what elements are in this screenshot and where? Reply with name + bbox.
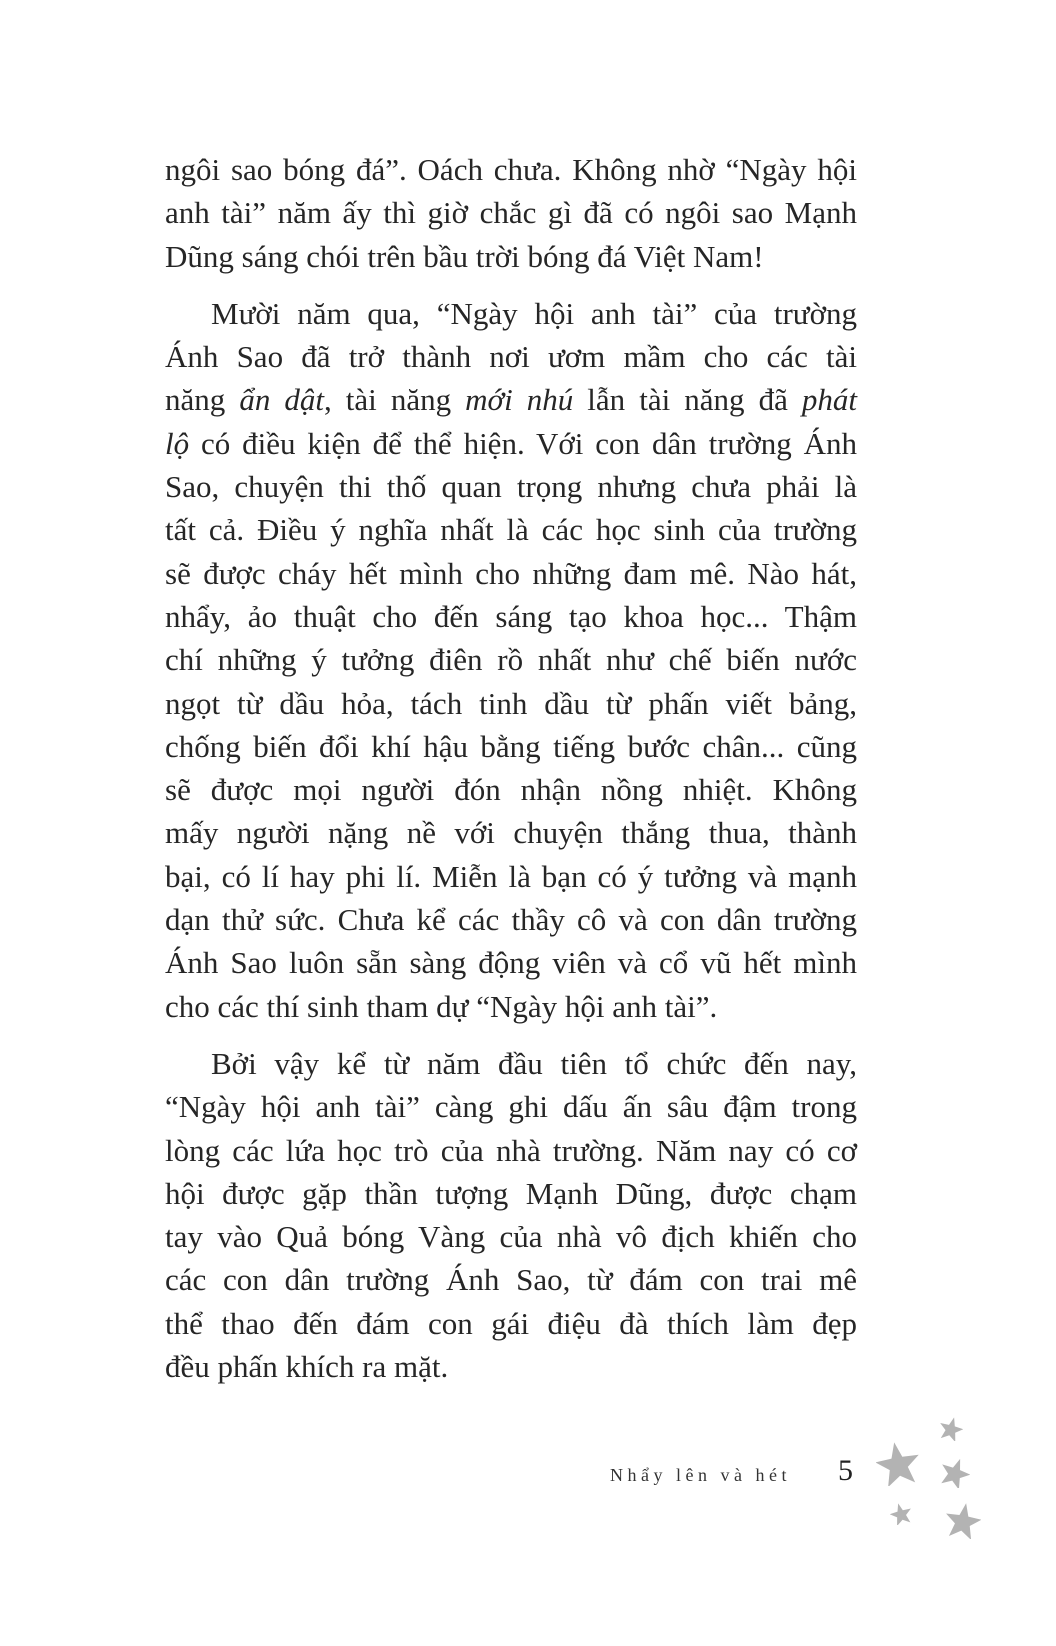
text-line: ngọt từ dầu hỏa, tách tinh dầu từ phấn viết bảng, [165,685,857,721]
text-line: lòng các lứa học trò của nhà trường. Năm nay có cơ [165,1132,857,1168]
text-line: dạn thử sức. Chưa kể các thầy cô và con dân trường [165,902,857,938]
text-line: thể thao đến đám con gái điệu đà thích làm đẹp [165,1305,857,1341]
text-line: sẽ được cháy hết mình cho những đam mê. Nào hát, [165,555,857,591]
text-line: mấy người nặng nề với chuyện thắng thua, thành [165,815,857,851]
text-line: anh tài” năm ấy thì giờ chắc gì đã có ngôi sao Mạnh [165,195,857,231]
text-line-with-italics: lộ có điều kiện để thể hiện. Với con dân trường Ánh [165,425,857,461]
text-line: Mười năm qua, “Ngày hội anh tài” của trường [211,295,857,331]
text-line: ngôi sao bóng đá”. Oách chưa. Không nhờ “Ngày hội [165,152,857,187]
text-line: Sao, chuyện thi thố quan trọng nhưng chưa phải là [165,469,857,505]
text-line: sẽ được mọi người đón nhận nồng nhiệt. Không [165,772,857,808]
text-line: tay vào Quả bóng Vàng của nhà vô địch khiến cho [165,1219,857,1255]
star-icon [945,1503,981,1539]
text-line: các con dân trường Ánh Sao, từ đám con trai mê [165,1262,857,1298]
star-icon [939,1417,963,1441]
paragraph-2 [165,292,857,1028]
star-icon [890,1503,912,1525]
text-line: Bởi vậy kể từ năm đầu tiên tổ chức đến nay, [211,1045,857,1081]
text-line: bại, có lí hay phi lí. Miễn là bạn có ý tưởng và mạnh [165,858,857,894]
italic-text: ẩn dật [239,382,324,418]
star-icon [940,1458,970,1488]
text-line: Dũng sáng chói trên bầu trời bóng đá Việt Nam! [165,238,764,274]
paragraph-1 [165,148,857,278]
text-line: cho các thí sinh tham dự “Ngày hội anh tài”. [165,988,718,1024]
text-line: tất cả. Điều ý nghĩa nhất là các học sinh của trường [165,512,857,548]
page-number: 5 [838,1454,853,1487]
paragraph-3 [165,1042,857,1388]
text-line-with-italics: năng ẩn dật, tài năng mới nhú lẫn tài năng đã phát [165,382,857,418]
italic-text: phát [801,382,857,418]
italic-text: lộ [165,425,190,461]
text-line: Ánh Sao đã trở thành nơi ươm mầm cho các tài [165,339,857,375]
star-icon [876,1442,920,1486]
text-line: hội được gặp thần tượng Mạnh Dũng, được chạm [165,1175,857,1211]
running-footer-title: Nhẩy lên và hét [610,1465,791,1485]
text-line: chí những ý tưởng điên rồ nhất như chế biến nước [165,642,857,678]
text-line: đều phấn khích ra mặt. [165,1349,449,1385]
text-line: “Ngày hội anh tài” càng ghi dấu ấn sâu đậm trong [165,1089,857,1125]
text-line: nhẩy, ảo thuật cho đến sáng tạo khoa học... Thậm [165,598,857,634]
body-text [165,148,857,1388]
text-line: Ánh Sao luôn sẵn sàng động viên và cổ vũ hết mình [165,945,857,981]
italic-text: mới nhú [465,382,574,418]
text-line: chống biến đổi khí hậu bằng tiếng bước chân... cũng [165,728,857,764]
